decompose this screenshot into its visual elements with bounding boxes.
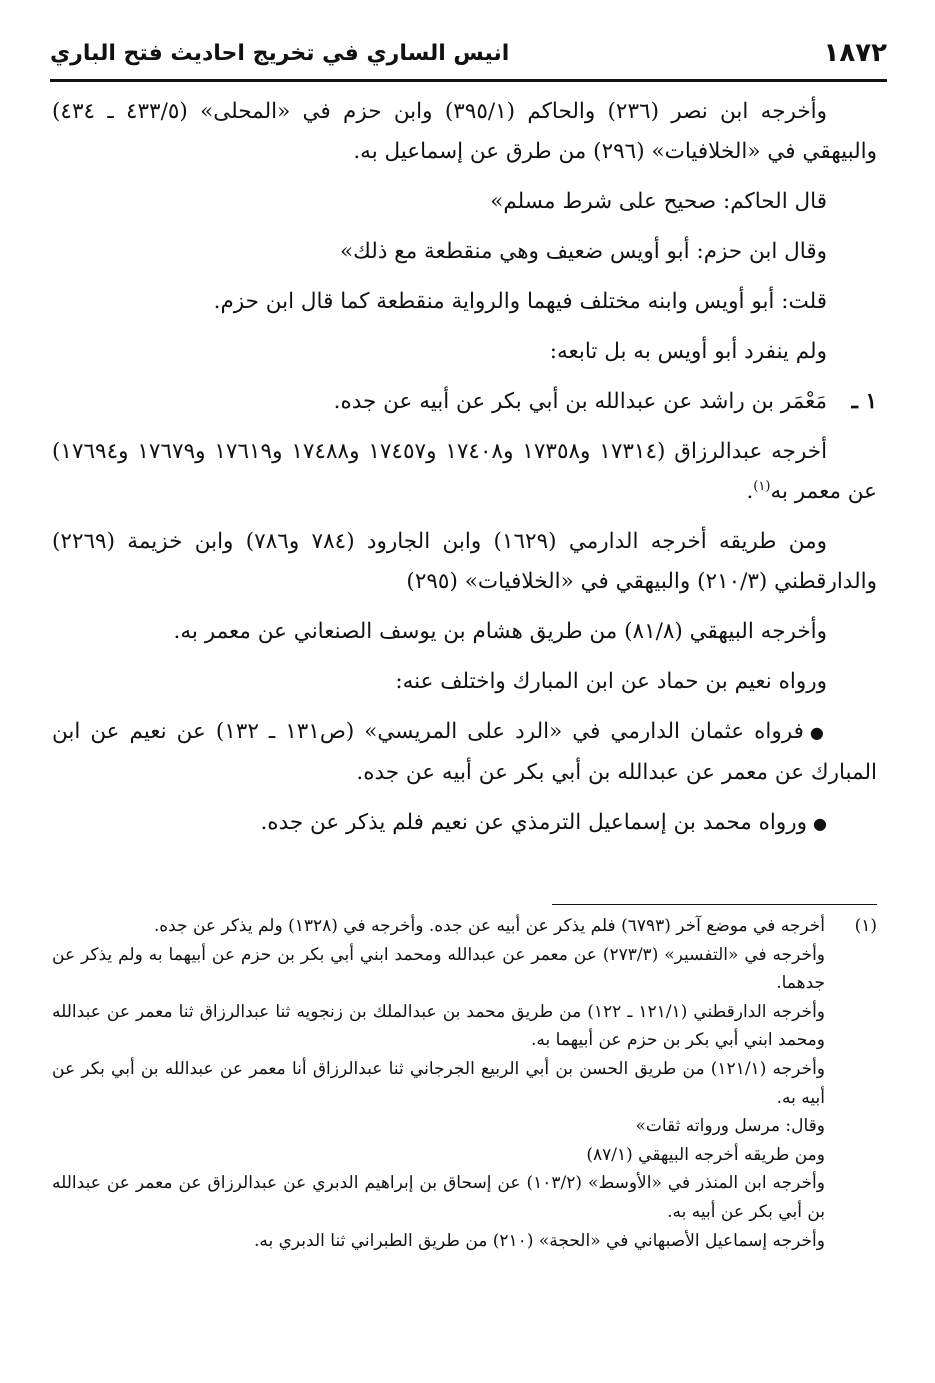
paragraph: ومن طريقه أخرجه الدارمي (١٦٢٩) وابن الجارود (٧٨٤ و٧٨٦) وابن خزيمة (٢٢٦٩) والدارقطني (٢١٠/٣) والبيهقي في «الخلافيات» (٢٩٥): [52, 529, 877, 594]
item-number: ١ ـ: [851, 389, 877, 414]
paragraph: وأخرجه البيهقي (٨١/٨) من طريق هشام بن يوسف الصنعاني عن معمر به.: [173, 619, 827, 644]
numbered-item: [52, 382, 877, 422]
paragraph: قال الحاكم: صحيح على شرط مسلم»: [490, 189, 827, 214]
footnote-line: ومن طريقه أخرجه البيهقي (٨٧/١): [586, 1144, 825, 1165]
paragraph: وأخرجه ابن نصر (٢٣٦) والحاكم (٣٩٥/١) وابن حزم في «المحلى» (٤٣٣/٥ ـ ٤٣٤) والبيهقي في «الخلافيات» (٢٩٦) من طرق عن إسماعيل به.: [52, 99, 877, 164]
paragraph-text: أخرجه عبدالرزاق (١٧٣١٤ و١٧٣٥٨ و١٧٤٠٨ و١٧٤٥٧ و١٧٤٨٨ و١٧٦١٩ و١٧٦٧٩ و١٧٦٩٤) عن معمر به: [52, 439, 877, 504]
bullet-item: [52, 803, 877, 844]
page-number: ١٨٧٢: [823, 38, 887, 68]
footnotes: [52, 912, 877, 1255]
header-rule: [50, 79, 887, 82]
footnote-marker: (١): [854, 916, 877, 936]
footnote-line: وأخرجه الدارقطني (١٢١/١ ـ ١٢٢) من طريق محمد بن عبدالملك بن زنجويه ثنا عبدالرزاق ثنا معمر عن عبدالله ومحمد ابني أبي بكر بن حزم عن أبيهما به.: [52, 1001, 825, 1051]
bullet-icon: ●: [809, 723, 827, 742]
running-title: انيس الساري في تخريج احاديث فتح الباري: [50, 40, 510, 66]
item-text: مَعْمَر بن راشد عن عبدالله بن أبي بكر عن أبيه عن جده.: [333, 389, 827, 414]
paragraph: وقال ابن حزم: أبو أويس ضعيف وهي منقطعة مع ذلك»: [340, 239, 827, 264]
footnote-line: وأخرجه (١٢١/١) من طريق الحسن بن أبي الربيع الجرجاني ثنا عبدالرزاق أنا معمر عن عبدالله بن أبي بكر عن أبيه به.: [52, 1058, 825, 1108]
footnote-separator: [552, 904, 877, 905]
paragraph: ورواه نعيم بن حماد عن ابن المبارك واختلف عنه:: [395, 669, 827, 694]
paragraph: ولم ينفرد أبو أويس به بل تابعه:: [549, 339, 827, 364]
footnote-line: وأخرجه ابن المنذر في «الأوسط» (١٠٣/٢) عن إسحاق بن إبراهيم الدبري عن عبدالرزاق عن معمر عن عبدالله بن أبي بكر عن أبيه به.: [52, 1173, 825, 1222]
bullet-icon: ●: [813, 814, 827, 833]
footnote-line: وأخرجه إسماعيل الأصبهاني في «الحجة» (٢١٠) من طريق الطبراني ثنا الدبري به.: [253, 1230, 825, 1251]
page-header: [50, 30, 887, 76]
bullet-item: [52, 712, 877, 793]
bullet-text: فرواه عثمان الدارمي في «الرد على المريسي» (ص١٣١ ـ ١٣٢) عن نعيم عن ابن المبارك عن معمر عن عبدالله بن أبي بكر عن أبيه عن جده.: [52, 719, 877, 785]
footnote: [52, 912, 877, 1255]
footnote-line: وأخرجه في «التفسير» (٢٧٣/٣) عن معمر عن عبدالله ومحمد ابني أبي بكر بن حزم عن أبيهما به ولم يذكر عن جدهما.: [52, 944, 825, 994]
paragraph: قلت: أبو أويس وابنه مختلف فيهما والرواية منقطعة كما قال ابن حزم.: [213, 289, 827, 314]
paragraph: [52, 432, 877, 512]
main-text: [52, 92, 877, 854]
footnote-reference[interactable]: (١): [753, 478, 771, 494]
bullet-text: ورواه محمد بن إسماعيل الترمذي عن نعيم فلم يذكر عن جده.: [260, 810, 808, 835]
footnote-body: [52, 912, 825, 1255]
footnote-line: وقال: مرسل ورواته ثقات»: [635, 1116, 825, 1137]
paragraph-end: .: [746, 479, 754, 504]
footnote-line: أخرجه في موضع آخر (٦٧٩٣) فلم يذكر عن أبيه عن جده. وأخرجه في (١٣٢٨) ولم يذكر عن جده.: [153, 916, 825, 936]
